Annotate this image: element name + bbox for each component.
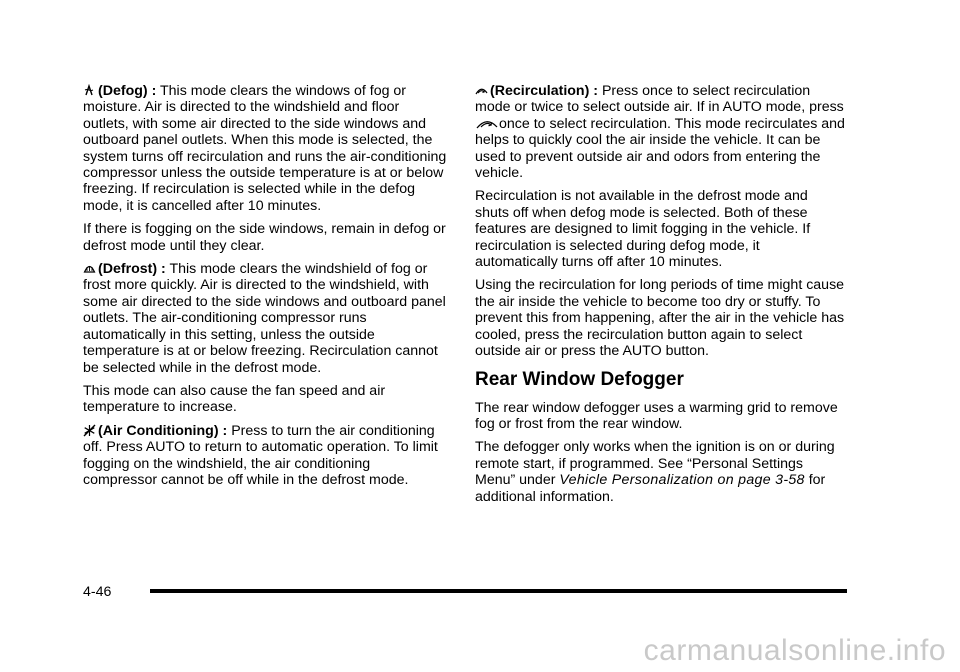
ac-off-icon <box>83 424 96 437</box>
footer-rule <box>150 589 847 593</box>
recirculation-note: Recirculation is not available in the defrost mode and shuts off when defog mode is selected. Both of these features are designed to limit fogging in the vehicle. If recirculation is selected during defog mode, it automatically turns off after 10 minutes. <box>475 188 811 271</box>
recirculation-paragraph <box>475 83 845 181</box>
defogger-text: The rear window defogger uses a warming grid to remove fog or frost from the rear window. <box>475 399 838 432</box>
defogger-note <box>475 439 845 505</box>
ac-text: Press to turn the air conditioning off. Press AUTO to return to automatic operation. To limit fogging on the windshield, the air conditioning compressor cannot be off while in the defrost mode. <box>83 422 438 488</box>
page-reference-link[interactable]: Vehicle Personalization on page 3-58 <box>559 472 805 489</box>
defogger-note-a: The defogger only works when the ignition is on or during remote start, if programmed. See “Personal Settings Menu” under <box>475 439 835 489</box>
defog-label: (Defog) : <box>98 83 157 99</box>
right-column <box>475 83 845 512</box>
fan-note: This mode can also cause the fan speed and air temperature to increase. <box>83 382 386 416</box>
defrost-paragraph <box>83 261 448 376</box>
left-column <box>83 83 448 495</box>
long-use-note: Using the recirculation for long periods of time might cause the air inside the vehicle to become too dry or stuffy. To prevent this from happening, after the air in the vehicle has cooled, press the recirculation button again to select outside air or press the AUTO button. <box>475 277 845 360</box>
ac-paragraph <box>83 423 448 489</box>
recirculation-text-b: once to select recirculation. This mode recirculates and helps to quickly cool the air inside the vehicle. It can be used to prevent outside air and odors from entering the vehicle. <box>475 115 845 182</box>
recirculation-icon <box>475 84 488 97</box>
section-heading: Rear Window Defogger <box>475 368 684 390</box>
watermark: carmanualsonline.info <box>643 634 946 667</box>
defrost-label: (Defrost) : <box>98 261 166 278</box>
defog-icon <box>83 84 96 97</box>
defog-paragraph <box>83 83 448 214</box>
defogger-note-b: for additional information. <box>475 472 826 505</box>
ac-label: (Air Conditioning) : <box>98 422 228 439</box>
defog-text: This mode clears the windows of fog or moisture. Air is directed to the windshield and floor outlets, with some air directed to the side windows and outboard panel outlets. When this mode is selected, the system turns off recirculation and runs the air-conditioning compressor unless the outside temperature is at or below freezing. If recirculation is selected while in the defog mode, it is cancelled after 10 minutes. <box>83 83 447 214</box>
recirculation-icon <box>476 116 498 130</box>
fog-note: If there is fogging on the side windows, remain in defog or defrost mode until they clear. <box>83 221 446 254</box>
defrost-icon <box>83 262 96 275</box>
recirculation-text-a: Press once to select recirculation mode or twice to select outside air. If in AUTO mode, press <box>475 83 844 116</box>
page-number: 4-46 <box>83 584 112 600</box>
defrost-text: This mode clears the windshield of fog or frost more quickly. Air is directed to the windshield, with some air directed to the side windows and outboard panel outlets. The air-conditioning compressor runs automatically in this setting, unless the outside temperature is at or below freezing. Recirculation cannot be selected while in the defrost mode. <box>83 261 446 376</box>
recirculation-label: (Recirculation) : <box>490 83 598 99</box>
